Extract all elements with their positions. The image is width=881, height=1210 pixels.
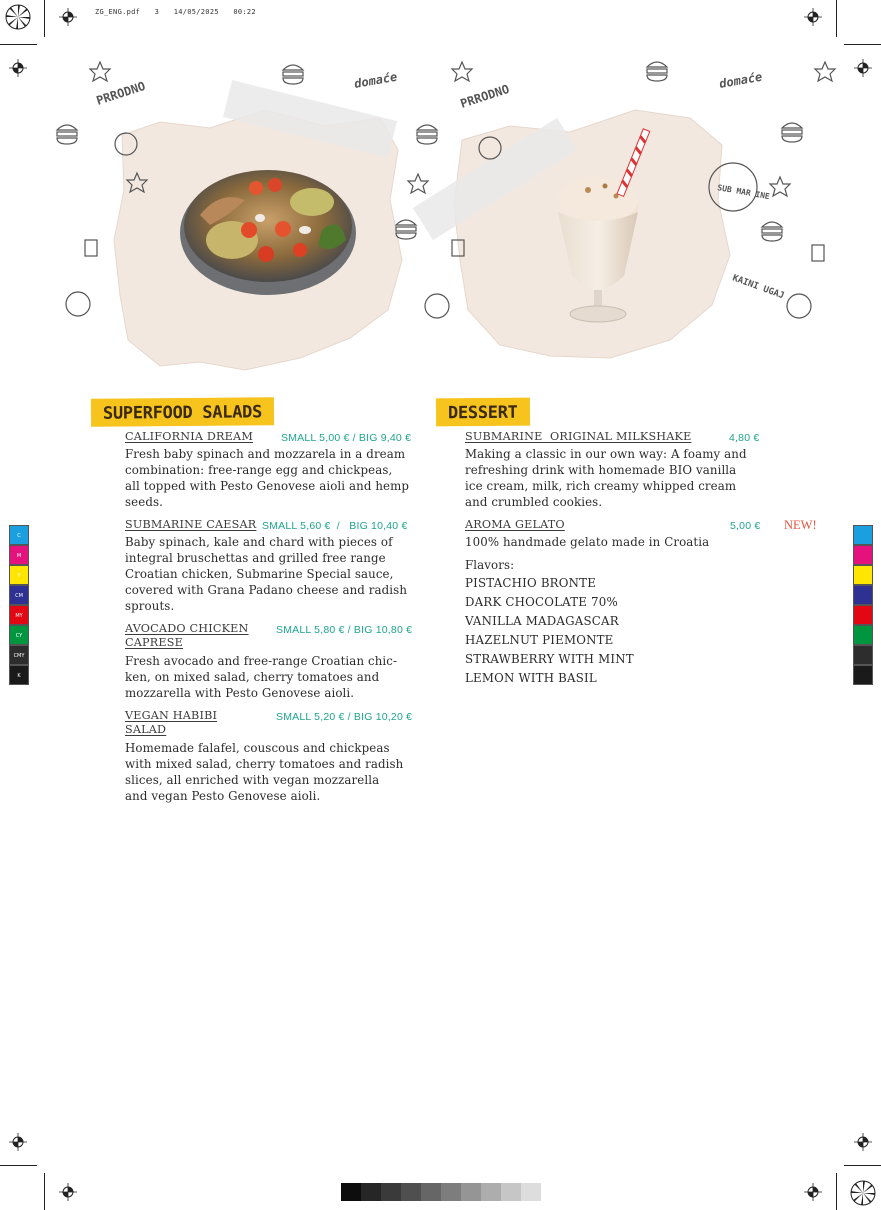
color-swatch <box>853 585 873 605</box>
crop-mark <box>844 1165 881 1166</box>
crop-mark <box>44 0 45 37</box>
item-name: AROMA GELATO <box>465 518 565 531</box>
item-description: Fresh baby spinach and mozzarela in a dream combination: free-range egg and chickpeas, all topped with Pesto Genovese aioli and hemp seeds. <box>125 447 410 509</box>
doodle-word: SUB MAR INE <box>716 183 771 202</box>
flavor-list <box>465 576 634 690</box>
flavor-item: HAZELNUT PIEMONTE <box>465 633 614 647</box>
color-swatch: CY <box>9 625 29 645</box>
item-price: 4,80 € <box>729 432 760 444</box>
registration-mark-icon <box>854 1133 872 1151</box>
registration-mark-icon <box>804 1183 822 1201</box>
cup-doodle-icon <box>812 245 824 261</box>
color-swatch <box>853 525 873 545</box>
crop-mark <box>0 44 37 45</box>
star-doodle-icon <box>452 62 472 81</box>
color-swatch: K <box>9 665 29 685</box>
color-swatch: Y <box>9 565 29 585</box>
slug-file: ZG_ENG.pdf <box>95 8 141 16</box>
crop-mark <box>844 44 881 45</box>
color-bar-left <box>9 525 29 685</box>
burger-doodle-icon <box>647 62 667 81</box>
star-target-icon <box>5 4 31 30</box>
registration-mark-icon <box>59 1183 77 1201</box>
color-swatch <box>853 565 873 585</box>
section-heading-dessert: DESSERT <box>436 398 530 427</box>
section-heading-salads: SUPERFOOD SALADS <box>91 397 274 427</box>
item-price: SMALL 5,00 € / BIG 9,40 € <box>281 432 412 444</box>
color-swatch <box>853 605 873 625</box>
doodle-word: PRRODNO <box>94 78 148 108</box>
burger-doodle-icon <box>762 222 782 241</box>
item-name: SUBMARINE CAESAR <box>125 518 257 531</box>
item-name: SUBMARINE ORIGINAL MILKSHAKE <box>465 430 692 443</box>
flavors-label: Flavors: <box>465 558 515 572</box>
slug-time: 00:22 <box>233 8 256 16</box>
crop-mark <box>836 0 837 37</box>
color-swatch: CMY <box>9 645 29 665</box>
crop-mark <box>0 1165 37 1166</box>
star-doodle-icon <box>408 174 428 193</box>
flavor-item: STRAWBERRY WITH MINT <box>465 652 634 666</box>
item-name: CALIFORNIA DREAM <box>125 430 253 443</box>
swirl-doodle-icon <box>66 292 90 316</box>
swirl-doodle-icon <box>787 294 811 318</box>
doodle-word: PRRODNO <box>458 81 512 111</box>
crop-mark <box>44 1173 45 1210</box>
burger-doodle-icon <box>283 65 303 84</box>
item-price: SMALL 5,80 € / BIG 10,80 € <box>276 624 413 636</box>
salad-bowl-image <box>180 170 356 295</box>
color-swatch <box>853 665 873 685</box>
swirl-doodle-icon <box>425 294 449 318</box>
burger-doodle-icon <box>57 125 77 144</box>
doodle-word: domaće <box>718 69 764 91</box>
color-swatch: MY <box>9 605 29 625</box>
color-swatch: CM <box>9 585 29 605</box>
item-name: AVOCADO CHICKEN CAPRESE <box>125 622 249 649</box>
item-description: Making a classic in our own way: A foamy and refreshing drink with homemade BIO vanilla ice cream, milk, rich creamy whipped cream and crumbled cookies. <box>465 447 747 509</box>
item-price: SMALL 5,20 € / BIG 10,20 € <box>276 711 413 723</box>
doodle-word: domaće <box>353 69 399 91</box>
item-name: VEGAN HABIBI SALAD <box>125 709 218 736</box>
hero-illustration <box>50 40 840 390</box>
flavor-item: PISTACHIO BRONTE <box>465 576 597 590</box>
doodle-word: KAINI UGAJ <box>730 273 786 302</box>
slug-page: 3 <box>154 8 160 16</box>
item-description: Fresh avocado and free-range Croatian chic- ken, on mixed salad, cherry tomatoes and mozzarella with Pesto Genovese aioli. <box>125 654 398 700</box>
crop-mark <box>836 1173 837 1210</box>
item-description: Baby spinach, kale and chard with pieces of integral bruschettas and grilled free range Croatian chicken, Submarine Special sauce, covered with Grana Padano cheese and radish sprouts. <box>125 535 408 613</box>
print-slug <box>95 8 266 16</box>
star-doodle-icon <box>90 62 110 81</box>
item-price: SMALL 5,60 € / BIG 10,40 € <box>262 520 408 532</box>
registration-mark-icon <box>9 59 27 77</box>
registration-mark-icon <box>9 1133 27 1151</box>
item-price: 5,00 € <box>730 520 761 532</box>
color-bar-right <box>853 525 873 685</box>
cup-doodle-icon <box>85 240 97 256</box>
flavor-item: DARK CHOCOLATE 70% <box>465 595 618 609</box>
registration-mark-icon <box>804 8 822 26</box>
color-swatch <box>853 645 873 665</box>
color-swatch: M <box>9 545 29 565</box>
color-swatch: C <box>9 525 29 545</box>
item-description: 100% handmade gelato made in Croatia <box>465 535 710 549</box>
burger-doodle-icon <box>396 220 416 239</box>
burger-doodle-icon <box>782 123 802 142</box>
item-description: Homemade falafel, couscous and chickpeas with mixed salad, cherry tomatoes and radish slices, all enriched with vegan mozzarella and vegan Pesto Genovese aioli. <box>125 741 404 803</box>
color-swatch <box>853 545 873 565</box>
registration-mark-icon <box>854 59 872 77</box>
star-doodle-icon <box>815 62 835 81</box>
star-doodle-icon <box>770 177 790 196</box>
flavor-item: LEMON WITH BASIL <box>465 671 597 685</box>
slug-date: 14/05/2025 <box>173 8 219 16</box>
color-swatch <box>853 625 873 645</box>
registration-mark-icon <box>59 8 77 26</box>
gray-scale-strip <box>341 1183 541 1201</box>
star-target-icon <box>850 1180 876 1206</box>
burger-doodle-icon <box>417 125 437 144</box>
flavor-item: VANILLA MADAGASCAR <box>465 614 619 628</box>
new-badge: NEW! <box>784 518 817 532</box>
